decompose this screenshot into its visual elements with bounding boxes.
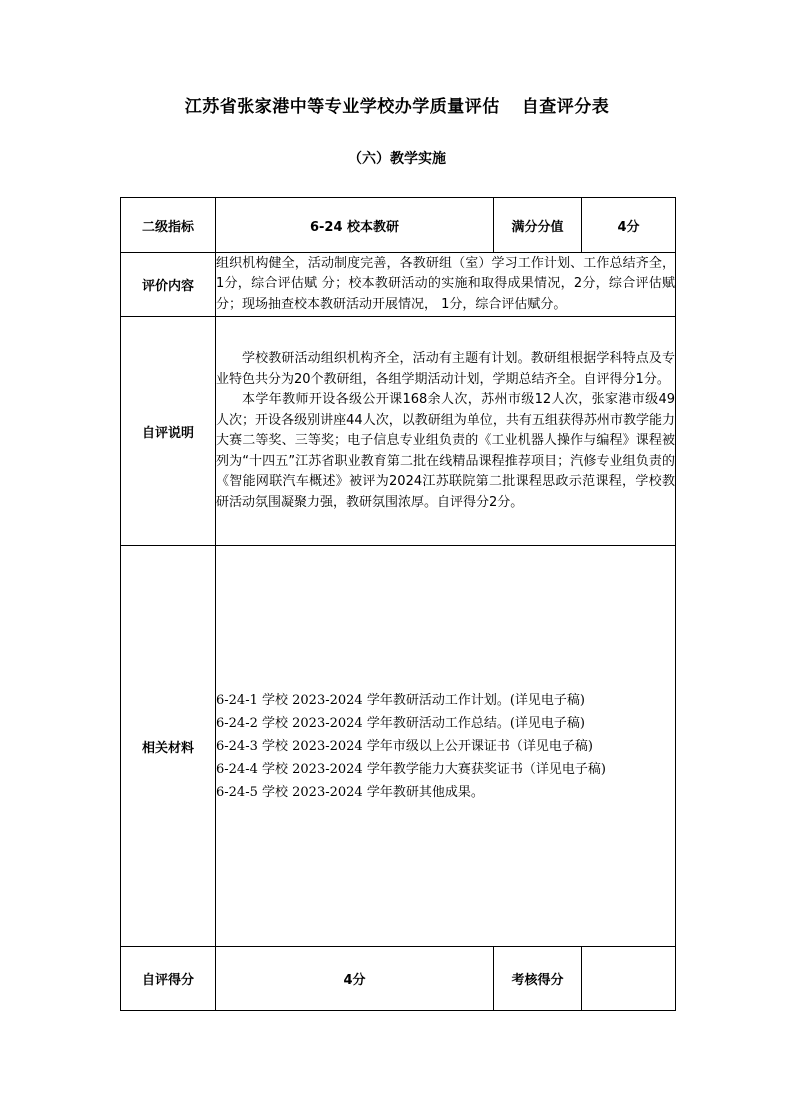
indicator-value: 6-24 校本教研: [216, 198, 494, 253]
eval-content-row: [121, 253, 676, 317]
material-item: 6-24-5 学校 2023-2024 学年教研其他成果。: [216, 784, 484, 800]
materials-list: [216, 546, 676, 947]
indicator-label: 二级指标: [121, 198, 216, 253]
self-eval-label: 自评说明: [121, 317, 216, 546]
self-eval-paragraph: 本学年教师开设各级公开课168余人次，苏州市级12人次，张家港市级49人次；开设各级别讲座44人次，以教研组为单位，共有五组获得苏州市教学能力大赛二等奖、三等奖；电子信息专业组负责的《工业机器人操作与编程》课程被列为“十四五”江苏省职业教育第二批在线精品课程推荐项目；汽修专业组负责的《智能网联汽车概述》被评为2024江苏联院第二批课程思政示范课程，学校教研活动氛围凝聚力强，教研氛围浓厚。自评得分2分。: [216, 392, 675, 510]
materials-label: 相关材料: [121, 546, 216, 947]
score-row: [121, 947, 676, 1011]
max-score-label: 满分分值: [494, 198, 582, 253]
material-item: 6-24-1 学校 2023-2024 学年教研活动工作计划。(详见电子稿): [216, 692, 585, 708]
materials-row: [121, 546, 676, 947]
max-score-value: 4分: [582, 198, 676, 253]
self-score-label: 自评得分: [121, 947, 216, 1011]
material-item: 6-24-3 学校 2023-2024 学年市级以上公开课证书（详见电子稿): [216, 738, 593, 754]
review-score-label: 考核得分: [494, 947, 582, 1011]
indicator-row: [121, 198, 676, 253]
evaluation-table: [120, 197, 676, 1011]
page-title-suffix: 自查评分表: [521, 97, 610, 117]
material-item: 6-24-2 学校 2023-2024 学年教研活动工作总结。(详见电子稿): [216, 715, 585, 731]
review-score-value: [582, 947, 676, 1011]
section-title: （六）教学实施: [348, 151, 446, 167]
eval-content-text: 组织机构健全，活动制度完善，各教研组（室）学习工作计划、工作总结齐全，1分，综合评估赋 分；校本教研活动的实施和取得成果情况，2分，综合评估赋分；现场抽查校本教研活动开展情况， 1分，综合评估赋分。: [216, 253, 676, 317]
material-item: 6-24-4 学校 2023-2024 学年教学能力大赛获奖证书（详见电子稿): [216, 761, 606, 777]
self-eval-paragraph: 学校教研活动组织机构齐全，活动有主题有计划。教研组根据学科特点及专业特色共分为20个教研组，各组学期活动计划，学期总结齐全。自评得分1分。: [216, 351, 675, 387]
page-title-main: 江苏省张家港中等专业学校办学质量评估: [184, 97, 500, 117]
page-title: [0, 92, 794, 117]
self-eval-row: [121, 317, 676, 546]
self-eval-text: [216, 317, 676, 546]
self-score-value: 4分: [216, 947, 494, 1011]
eval-content-label: 评价内容: [121, 253, 216, 317]
